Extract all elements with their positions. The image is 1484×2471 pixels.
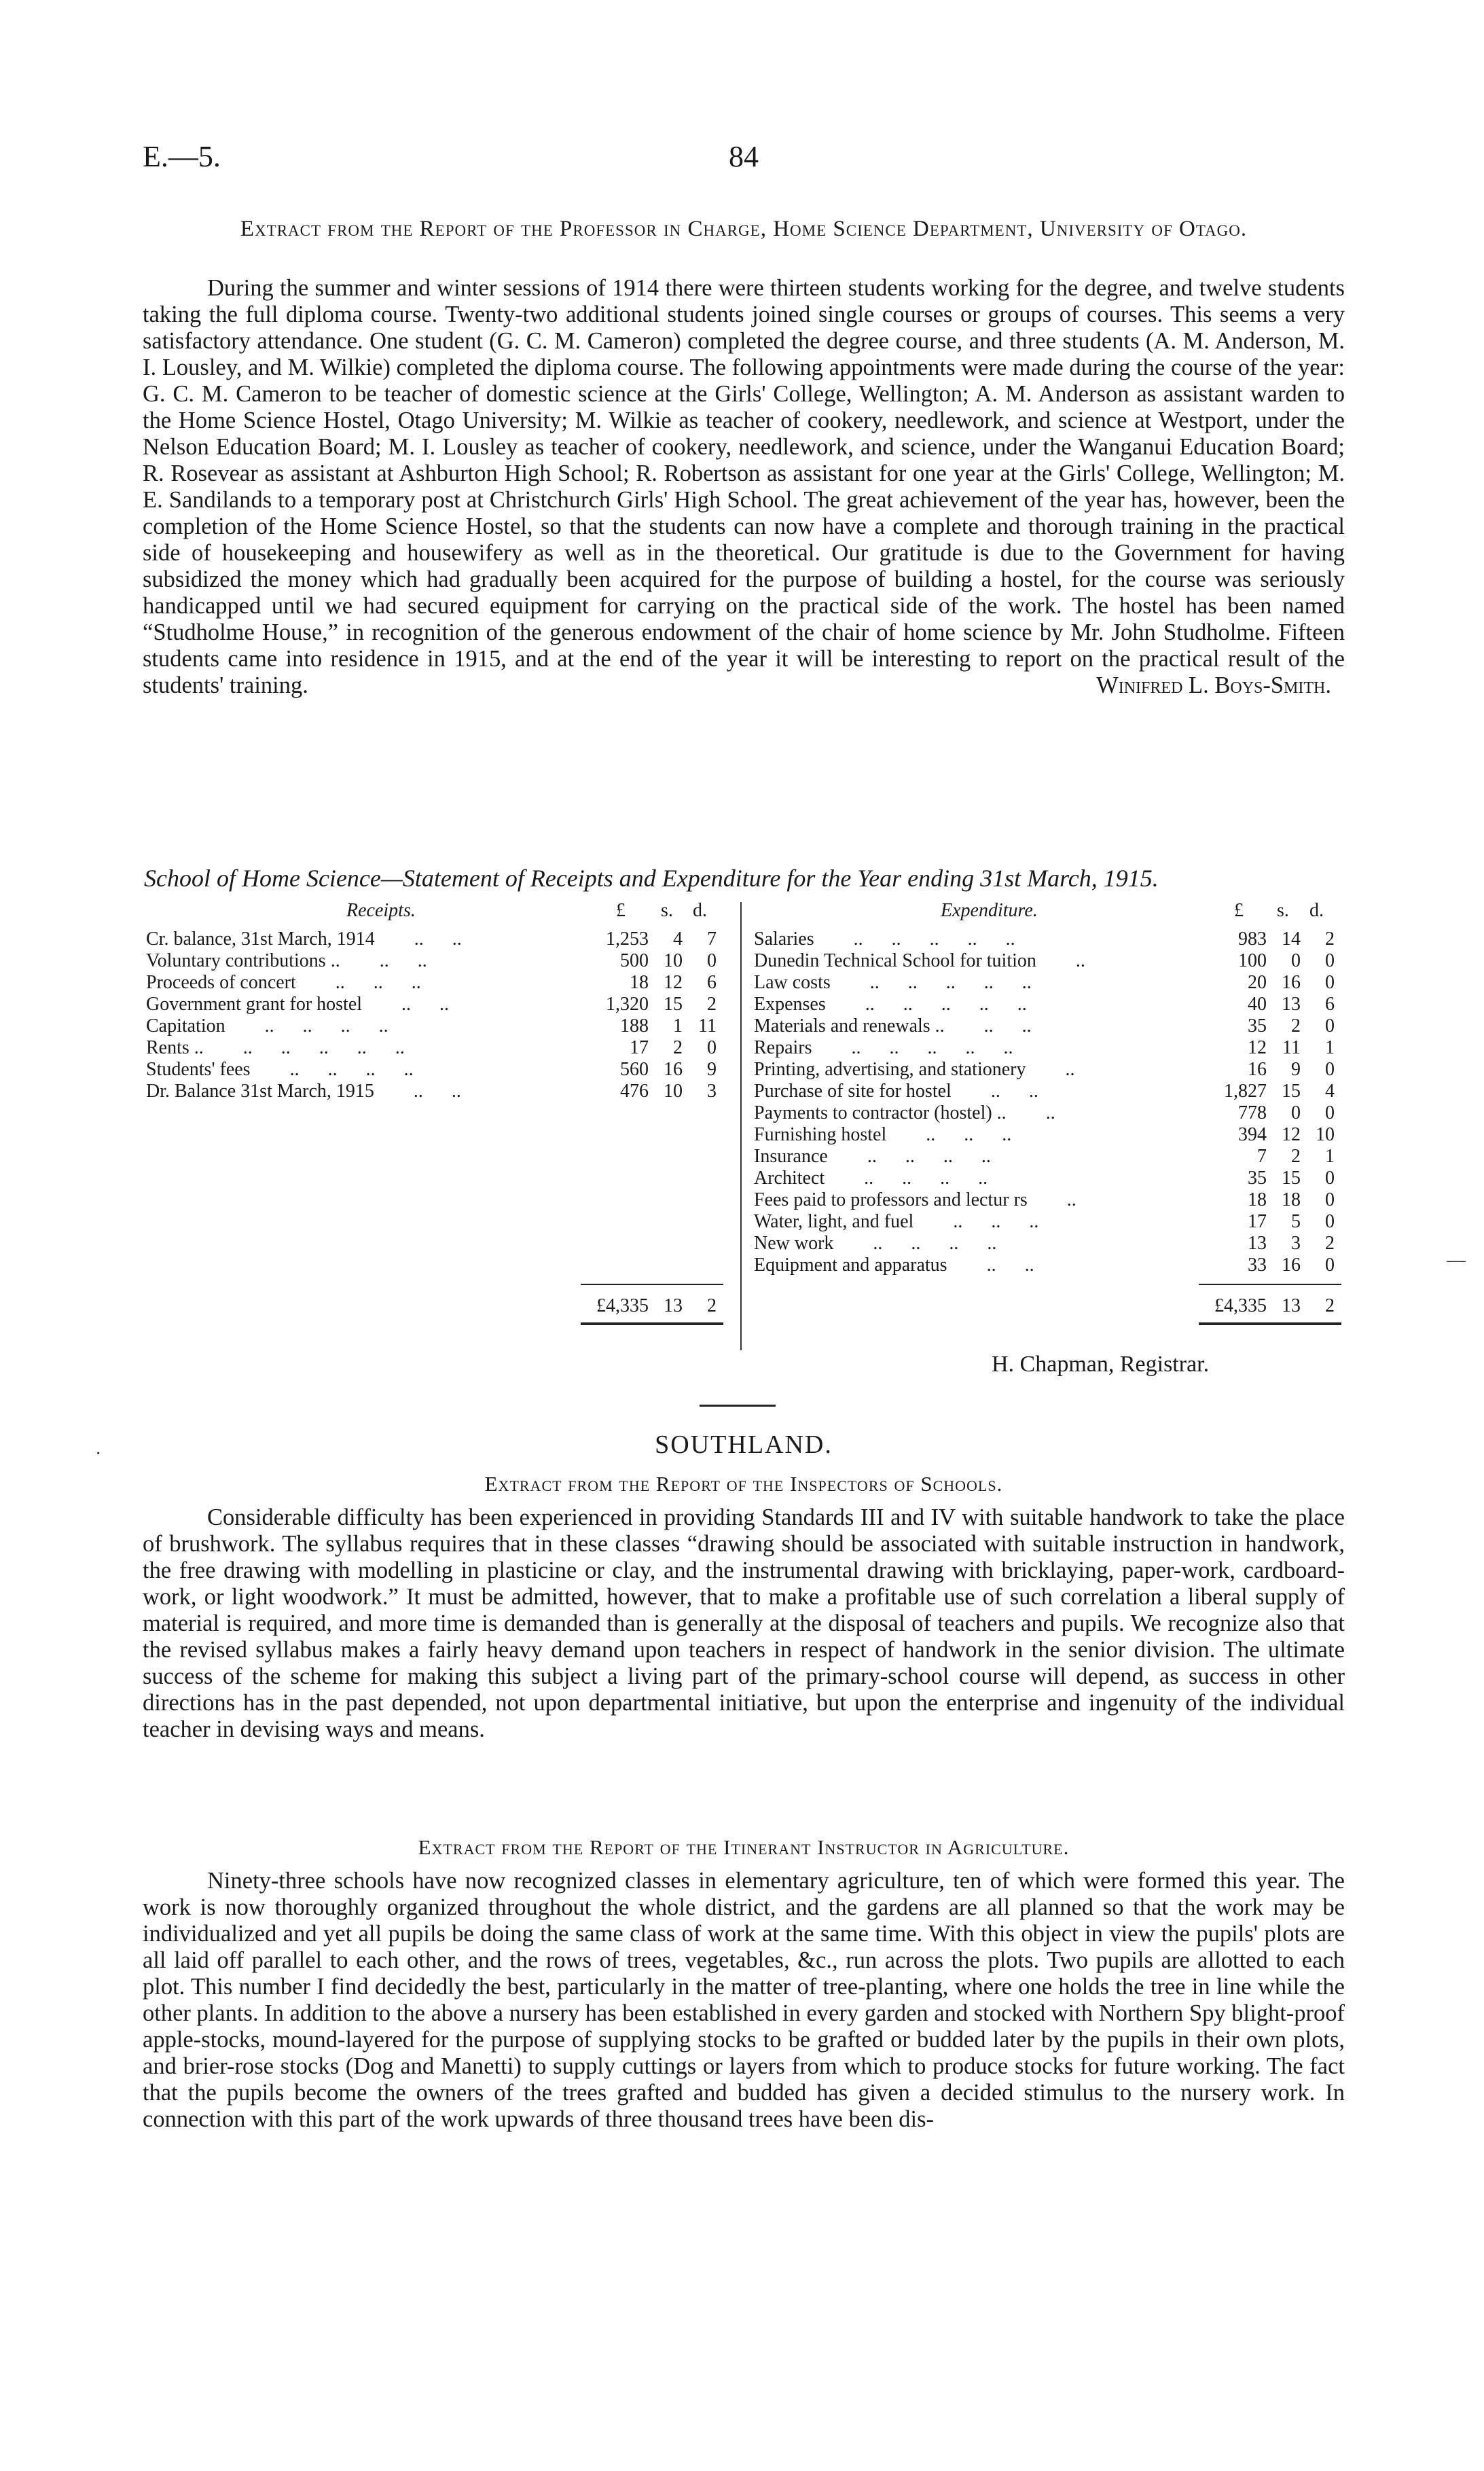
receipts-label: Proceeds of concert — [146, 972, 296, 993]
inspectors-paragraph: Considerable difficulty has been experienced in providing Standards III and IV with suitable handwork to take the place of brushwork. The syllabus requires that in these classes “drawing should be associated with suitable instruction in handwork, the free drawing with modelling in plasticine or clay, and the instrumental drawing with bricklaying, paper-work, cardboard-work, or light woodwork.” It must be admitted, however, that to make a profitable use of such correlation a liberal supply of material is required, and more time is demanded than is generally at the disposal of teachers and pupils. We recognize also that the revised syllabus makes a fairly heavy demand upon teachers in respect of handwork in the senior division. The ultimate success of the scheme for making this subject a living part of the primary-school course will depend, as success in other directions has in the past depended, not upon departmental initiative, but upon the enterprise and ingenuity of the individual teacher in devising ways and means. — [143, 1504, 1345, 1742]
receipts-row — [146, 994, 723, 1015]
receipts-leader: .. .. — [414, 928, 462, 950]
statement-title: School of Home Science—Statement of Receipts and Expenditure for the Year ending 31st March, 1915. — [144, 865, 1159, 892]
receipts-pounds: 560 — [620, 1059, 649, 1080]
receipts-row — [146, 1015, 723, 1037]
expenditure-pence: 0 — [1325, 1102, 1335, 1123]
margin-mark-dash: — — [1447, 1250, 1466, 1271]
expenditure-pence: 0 — [1325, 972, 1335, 993]
expenditure-pounds: 100 — [1238, 950, 1267, 971]
receipts-shillings: 4 — [673, 928, 683, 950]
otago-report-body — [143, 275, 1345, 699]
receipts-pounds: 18 — [630, 972, 649, 993]
receipts-pounds: 500 — [620, 950, 649, 971]
receipts-pence: 3 — [707, 1081, 717, 1102]
receipts-shillings: 10 — [664, 1081, 683, 1102]
page-header — [143, 139, 1345, 180]
receipts-shillings: 2 — [673, 1037, 683, 1058]
receipts-total-rule — [581, 1284, 723, 1285]
expenditure-shillings-heading: s. — [1277, 900, 1289, 921]
receipts-pence: 11 — [698, 1015, 717, 1036]
expenditure-row — [754, 1146, 1345, 1168]
inspectors-report-title: Extract from the Report of the Inspectors of Schools. — [484, 1472, 1003, 1496]
expenditure-row — [754, 1081, 1345, 1102]
registrar-signature: H. Chapman, Registrar. — [992, 1352, 1210, 1377]
expenditure-pounds: 20 — [1248, 972, 1267, 993]
expenditure-row — [754, 1189, 1345, 1211]
receipts-shillings: 1 — [673, 1015, 683, 1036]
receipts-shillings: 15 — [664, 994, 683, 1015]
receipts-pounds: 476 — [620, 1081, 649, 1102]
expenditure-total-row — [754, 1295, 1345, 1317]
receipts-leader: .. .. — [401, 994, 450, 1015]
receipts-total-pounds: £4,335 — [596, 1295, 649, 1316]
expenditure-shillings: 0 — [1291, 950, 1301, 971]
expenditure-double-rule — [1199, 1322, 1341, 1325]
receipts-total-row — [146, 1295, 723, 1317]
expenditure-leader: .. .. — [983, 1015, 1032, 1036]
receipts-leader: .. .. — [413, 1081, 461, 1102]
expenditure-shillings: 0 — [1291, 1102, 1301, 1123]
expenditure-shillings: 13 — [1282, 994, 1301, 1015]
receipts-label: Government grant for hostel — [146, 994, 363, 1015]
expenditure-row — [754, 1233, 1345, 1255]
expenditure-pence: 0 — [1325, 1189, 1335, 1210]
expenditure-row — [754, 1124, 1345, 1146]
otago-report-title: Extract from the Report of the Professor in Charge, Home Science Department, University of Otago. — [240, 217, 1248, 241]
ledger-divider — [740, 902, 742, 1350]
receipts-pounds: 1,253 — [606, 928, 649, 950]
receipts-pence: 7 — [707, 928, 717, 950]
receipts-leader: .. .. .. .. — [264, 1015, 388, 1036]
expenditure-label: Law costs — [754, 972, 831, 993]
expenditure-label: Water, light, and fuel — [754, 1211, 914, 1232]
agriculture-report-title: Extract from the Report of the Itinerant Instructor in Agriculture. — [418, 1835, 1070, 1859]
receipts-total-pence: 2 — [707, 1295, 717, 1316]
expenditure-row — [754, 1211, 1345, 1233]
expenditure-pounds: 12 — [1248, 1037, 1267, 1058]
expenditure-shillings: 2 — [1291, 1015, 1301, 1036]
receipts-label: Dr. Balance 31st March, 1915 — [146, 1081, 374, 1102]
southland-heading: SOUTHLAND. — [655, 1430, 833, 1459]
expenditure-pence: 1 — [1325, 1037, 1335, 1058]
expenditure-leader: .. .. .. .. .. — [869, 972, 1032, 993]
expenditure-shillings: 11 — [1282, 1037, 1301, 1058]
receipts-pence: 0 — [707, 1037, 717, 1058]
receipts-row — [146, 1059, 723, 1081]
receipts-leader: .. .. .. .. .. — [242, 1037, 405, 1058]
receipts-row — [146, 950, 723, 972]
expenditure-pence-heading: d. — [1309, 900, 1324, 921]
inspectors-report-body — [143, 1504, 1345, 1743]
expenditure-row — [754, 1037, 1345, 1059]
margin-mark-speck: · — [95, 1443, 102, 1464]
expenditure-pence: 0 — [1325, 1168, 1335, 1189]
expenditure-label: Furnishing hostel — [754, 1124, 887, 1145]
expenditure-pence: 0 — [1325, 950, 1335, 971]
expenditure-label: Expenses — [754, 994, 826, 1015]
expenditure-leader: .. .. .. .. — [873, 1233, 997, 1254]
expenditure-row — [754, 1015, 1345, 1037]
expenditure-row — [754, 1168, 1345, 1189]
receipts-label: Capitation — [146, 1015, 225, 1036]
expenditure-row — [754, 972, 1345, 994]
expenditure-leader: .. — [1045, 1102, 1055, 1123]
expenditure-pence: 0 — [1325, 1015, 1335, 1036]
expenditure-label: Dunedin Technical School for tuition — [754, 950, 1036, 971]
receipts-label: Students' fees — [146, 1059, 251, 1080]
expenditure-shillings: 2 — [1291, 1146, 1301, 1167]
expenditure-row — [754, 950, 1345, 972]
expenditure-pounds: 17 — [1248, 1211, 1267, 1232]
receipts-label: Cr. balance, 31st March, 1914 — [146, 928, 375, 950]
receipts-total-shillings: 13 — [664, 1295, 683, 1316]
expenditure-label: Purchase of site for hostel — [754, 1081, 952, 1102]
receipts-label: Rents .. — [146, 1037, 204, 1058]
expenditure-pounds: 40 — [1248, 994, 1267, 1015]
expenditure-pounds: 18 — [1248, 1189, 1267, 1210]
expenditure-shillings: 16 — [1282, 972, 1301, 993]
expenditure-shillings: 9 — [1291, 1059, 1301, 1080]
expenditure-label: Repairs — [754, 1037, 812, 1058]
expenditure-total-pence: 2 — [1325, 1295, 1335, 1316]
expenditure-pence: 10 — [1316, 1124, 1335, 1145]
expenditure-pounds: 13 — [1248, 1233, 1267, 1254]
expenditure-label: Insurance — [754, 1146, 828, 1167]
expenditure-pence: 6 — [1325, 994, 1335, 1015]
expenditure-leader: .. .. .. .. — [864, 1168, 988, 1189]
expenditure-total-shillings: 13 — [1282, 1295, 1301, 1316]
expenditure-leader: .. .. .. .. .. — [851, 1037, 1013, 1058]
expenditure-pounds: 33 — [1248, 1255, 1267, 1276]
receipts-pounds: 1,320 — [606, 994, 649, 1015]
expenditure-pounds-heading: £ — [1234, 900, 1244, 921]
expenditure-row — [754, 1255, 1345, 1276]
expenditure-shillings: 5 — [1291, 1211, 1301, 1232]
expenditure-shillings: 3 — [1291, 1233, 1301, 1254]
expenditure-pounds: 394 — [1238, 1124, 1267, 1145]
agriculture-report-body — [143, 1868, 1345, 2133]
receipts-row — [146, 1081, 723, 1102]
page-number: 84 — [729, 140, 759, 173]
receipts-heading: Receipts. — [346, 900, 416, 921]
receipts-row — [146, 1037, 723, 1059]
expenditure-pounds: 778 — [1238, 1102, 1267, 1123]
receipts-leader: .. .. — [379, 950, 427, 971]
expenditure-shillings: 18 — [1282, 1189, 1301, 1210]
receipts-label: Voluntary contributions .. — [146, 950, 340, 971]
expenditure-pounds: 35 — [1248, 1015, 1267, 1036]
expenditure-leader: .. .. .. — [953, 1211, 1039, 1232]
expenditure-pence: 2 — [1325, 1233, 1335, 1254]
receipts-row — [146, 972, 723, 994]
expenditure-pounds: 7 — [1257, 1146, 1267, 1167]
receipts-pounds: 17 — [630, 1037, 649, 1058]
expenditure-shillings: 15 — [1282, 1168, 1301, 1189]
expenditure-pence: 0 — [1325, 1059, 1335, 1080]
expenditure-row — [754, 1102, 1345, 1124]
expenditure-shillings: 16 — [1282, 1255, 1301, 1276]
expenditure-label: Salaries — [754, 928, 814, 950]
receipts-leader: .. .. .. — [335, 972, 421, 993]
expenditure-pounds: 983 — [1238, 928, 1267, 950]
expenditure-label: Architect — [754, 1168, 825, 1189]
receipts-shillings: 12 — [664, 972, 683, 993]
document-reference: E.—5. — [143, 140, 221, 173]
expenditure-leader: .. .. — [986, 1255, 1034, 1276]
expenditure-pounds: 35 — [1248, 1168, 1267, 1189]
expenditure-pence: 2 — [1325, 928, 1335, 950]
receipts-pence-heading: d. — [693, 900, 707, 921]
expenditure-total-pounds: £4,335 — [1214, 1295, 1267, 1316]
expenditure-leader: .. .. .. .. — [867, 1146, 991, 1167]
expenditure-row — [754, 928, 1345, 950]
expenditure-shillings: 14 — [1282, 928, 1301, 950]
receipts-pence: 2 — [707, 994, 717, 1015]
receipts-shillings: 10 — [664, 950, 683, 971]
receipts-row — [146, 928, 723, 950]
expenditure-pounds: 16 — [1248, 1059, 1267, 1080]
otago-paragraph: During the summer and winter sessions of 1914 there were thirteen students working for the degree, and twelve students taking the full diploma course. Twenty-two additional students joined single courses or groups of courses. This seems a very satisfactory attendance. One student (G. C. M. Cameron) completed the degree course, and three students (A. M. Anderson, M. I. Lousley, and M. Wilkie) completed the diploma course. The following appointments were made during the course of the year: G. C. M. Cameron to be teacher of domestic science at the Girls' College, Wellington; A. M. Anderson as assistant warden to the Home Science Hostel, Otago University; M. Wilkie as teacher of cookery, needlework, and science at Westport, under the Nelson Education Board; M. I. Lousley as teacher of cookery, needlework, and science, under the Wanganui Education Board; R. Rosevear as assistant at Ashburton High School; R. Robertson as assistant for one year at the Girls' College, Wellington; M. E. Sandilands to a temporary post at Christchurch Girls' High School. The great achievement of the year has, however, been the completion of the Home Science Hostel, so that the students can now have a complete and thorough training in the practical side of housekeeping and housewifery as well as in the theoretical. Our gratitude is due to the Government for having subsidized the money which had gradually been acquired for the purpose of building a hostel, for the course was seriously handicapped until we had secured equipment for carrying on the practical side of the work. The hostel has been named “Studholme House,” in recognition of the generous endowment of the chair of home science by Mr. John Studholme. Fifteen students came into residence in 1915, and at the end of the year it will be interesting to report on the practical result of the students' training. — [143, 275, 1345, 698]
expenditure-leader: .. .. — [990, 1081, 1038, 1102]
expenditure-pence: 4 — [1325, 1081, 1335, 1102]
receipts-pence: 6 — [707, 972, 717, 993]
agriculture-paragraph: Ninety-three schools have now recognized classes in elementary agriculture, ten of which were formed this year. The work is now thoroughly organized throughout the whole district, and the gardens are all planned so that the work may be individualized and yet all pupils be doing the same class of work at the same time. With this object in view the pupils' plots are all laid off parallel to each other, and the rows of trees, vegetables, &c., run across the plots. Two pupils are allotted to each plot. This number I find decidedly the best, particularly in the matter of tree-planting, where one holds the tree in line while the other plants. In addition to the above a nursery has been established in every garden and stocked with Northern Spy blight-proof apple-stocks, mound-layered for the purpose of supplying stocks to be grafted or budded later by the pupils in their own plots, and brier-rose stocks (Dog and Manetti) to supply cuttings or layers from which to produce stocks for future working. The fact that the pupils become the owners of the trees grafted and budded has given a decided stimulus to the nursery work. In connection with this part of the work upwards of three thousand trees have been dis- — [143, 1868, 1345, 2132]
receipts-leader: .. .. .. .. — [289, 1059, 414, 1080]
expenditure-label: New work — [754, 1233, 834, 1254]
expenditure-pence: 0 — [1325, 1211, 1335, 1232]
expenditure-shillings: 15 — [1282, 1081, 1301, 1102]
expenditure-leader: .. .. .. .. .. — [853, 928, 1015, 950]
expenditure-pence: 0 — [1325, 1255, 1335, 1276]
expenditure-label: Equipment and apparatus — [754, 1255, 947, 1276]
receipts-double-rule — [581, 1322, 723, 1325]
receipts-pounds: 188 — [620, 1015, 649, 1036]
expenditure-row — [754, 1059, 1345, 1081]
expenditure-label: Fees paid to professors and lectur rs — [754, 1189, 1028, 1210]
expenditure-label: Materials and renewals .. — [754, 1015, 945, 1036]
expenditure-shillings: 12 — [1282, 1124, 1301, 1145]
expenditure-label: Printing, advertising, and stationery — [754, 1059, 1026, 1080]
expenditure-total-rule — [1199, 1284, 1341, 1285]
section-divider — [700, 1405, 776, 1407]
expenditure-leader: .. — [1075, 950, 1085, 971]
receipts-shillings: 16 — [664, 1059, 683, 1080]
receipts-shillings-heading: s. — [661, 900, 673, 921]
expenditure-leader: .. — [1066, 1189, 1076, 1210]
expenditure-leader: .. — [1065, 1059, 1075, 1080]
expenditure-heading: Expenditure. — [941, 900, 1038, 921]
expenditure-label: Payments to contractor (hostel) .. — [754, 1102, 1007, 1123]
expenditure-pounds: 1,827 — [1224, 1081, 1267, 1102]
otago-signature: Winifred L. Boys-Smith. — [1096, 672, 1331, 698]
expenditure-row — [754, 994, 1345, 1015]
expenditure-leader: .. .. .. — [926, 1124, 1012, 1145]
receipts-pounds-heading: £ — [616, 900, 626, 921]
expenditure-leader: .. .. .. .. .. — [865, 994, 1027, 1015]
receipts-pence: 0 — [707, 950, 717, 971]
expenditure-pence: 1 — [1325, 1146, 1335, 1167]
receipts-pence: 9 — [707, 1059, 717, 1080]
